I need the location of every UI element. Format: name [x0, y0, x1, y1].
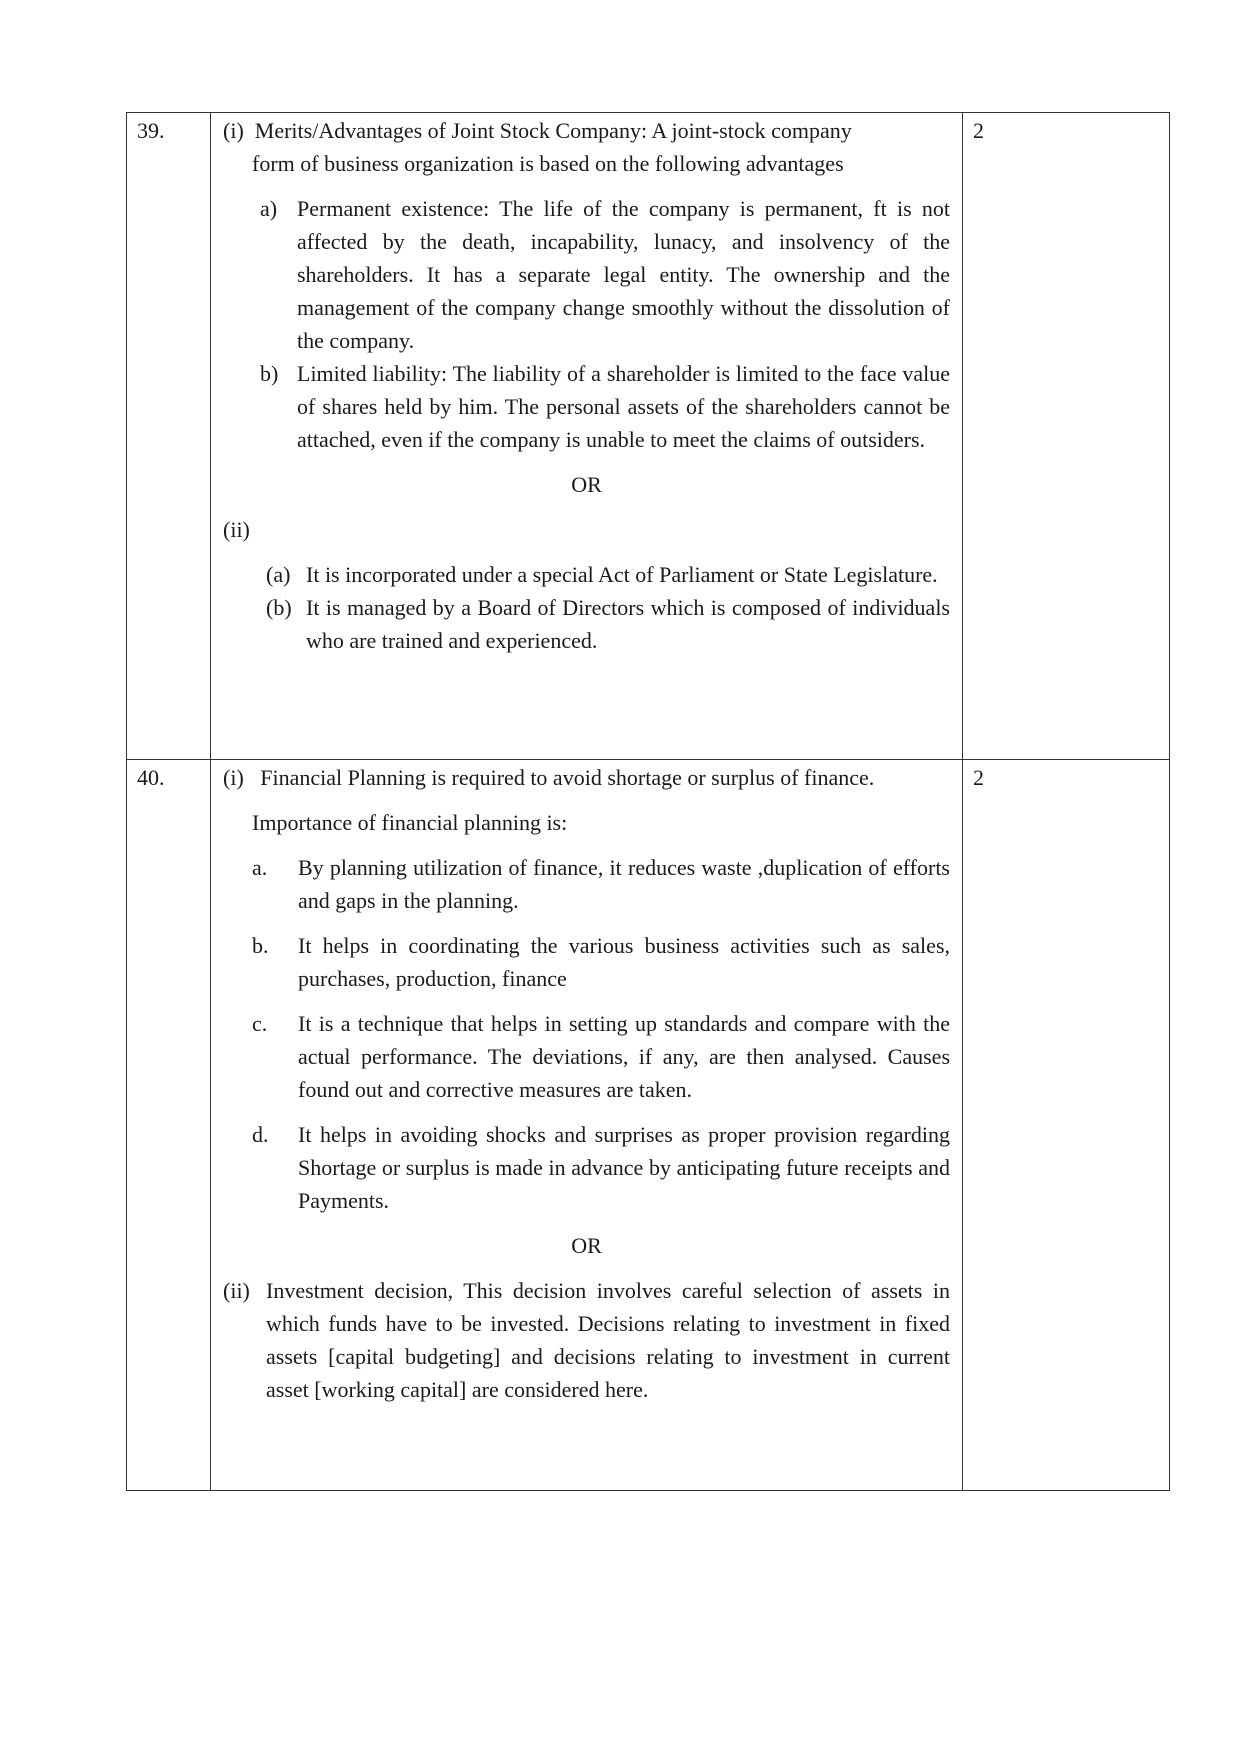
- q40-importance-heading: Importance of financial planning is:: [252, 810, 568, 835]
- list-item-label: b): [260, 361, 279, 386]
- list-item-text: It is a technique that helps in setting up standards and compare with the actual performance. The deviations, if any, are then analysed. Causes found out and corrective measures are taken.: [298, 1011, 950, 1102]
- question-number-40: 40.: [127, 760, 211, 1490]
- marks-q40: 2: [973, 765, 984, 790]
- q40-part1: [223, 760, 950, 794]
- q40-part2-label: (ii): [223, 1278, 250, 1303]
- answer-q40: [211, 760, 963, 1490]
- list-item: [223, 1118, 950, 1217]
- list-item-label: a): [260, 196, 278, 221]
- q39-part1-intro: [223, 113, 950, 147]
- q40-part1-label: (i): [223, 765, 244, 790]
- q39-part1-intro-cont: form of business organization is based on the following advantages: [252, 151, 844, 176]
- list-item: [223, 357, 950, 456]
- list-item-text: It is incorporated under a special Act of Parliament or State Legislature.: [306, 562, 938, 587]
- q40-part2-text: Investment decision, This decision involves careful selection of assets in which funds have to be invested. Decisions relating to investment in fixed assets [capital budgeting] and decisions relating to investment in current asset [working capital] are considered here.: [266, 1278, 950, 1402]
- list-item: [223, 192, 950, 357]
- list-item-text: It helps in coordinating the various business activities such as sales, purchases, production, finance: [298, 933, 950, 991]
- list-item-text: Permanent existence: The life of the company is permanent, ft is not affected by the death, incapability, lunacy, and insolvency of the shareholders. It has a separate legal entity. The ownership and the management of the company change smoothly without the dissolution of the company.: [297, 196, 950, 353]
- list-item-label: (b): [266, 595, 292, 620]
- answer-q39: [211, 113, 963, 759]
- list-item-text: It is managed by a Board of Directors which is composed of individuals who are trained and experienced.: [306, 595, 950, 653]
- list-item-label: b.: [252, 933, 269, 958]
- list-item: [223, 929, 950, 995]
- q40-part1-text: Financial Planning is required to avoid shortage or surplus of finance.: [260, 765, 875, 790]
- or-separator: OR: [571, 1233, 602, 1258]
- list-item-text: It helps in avoiding shocks and surprises as proper provision regarding Shortage or surplus is made in advance by anticipating future receipts and Payments.: [298, 1122, 950, 1213]
- list-item-label: d.: [252, 1122, 269, 1147]
- q40-part2: [223, 1274, 950, 1406]
- question-number-39: 39.: [127, 113, 211, 759]
- or-separator: OR: [571, 472, 602, 497]
- list-item-text: Limited liability: The liability of a shareholder is limited to the face value of shares held by him. The personal assets of the shareholders cannot be attached, even if the company is unable to meet the claims of outsiders.: [297, 361, 950, 452]
- list-item-label: c.: [252, 1011, 268, 1036]
- q39-part2-label: (ii): [223, 517, 250, 542]
- q39-part1-label: (i): [223, 118, 244, 143]
- table-row-q39: [127, 113, 1169, 759]
- marks-q39: 2: [973, 118, 984, 143]
- list-item: [223, 851, 950, 917]
- answer-table: [126, 112, 1170, 1491]
- list-item-label: a.: [252, 855, 268, 880]
- list-item: [223, 591, 950, 657]
- list-item: [223, 558, 950, 591]
- q39-part1-intro-text: Merits/Advantages of Joint Stock Company: A joint-stock company: [254, 118, 852, 143]
- list-item-text: By planning utilization of finance, it reduces waste ,duplication of efforts and gaps in the planning.: [298, 855, 950, 913]
- table-row-q40: [127, 759, 1169, 1490]
- list-item: [223, 1007, 950, 1106]
- list-item-label: (a): [266, 562, 291, 587]
